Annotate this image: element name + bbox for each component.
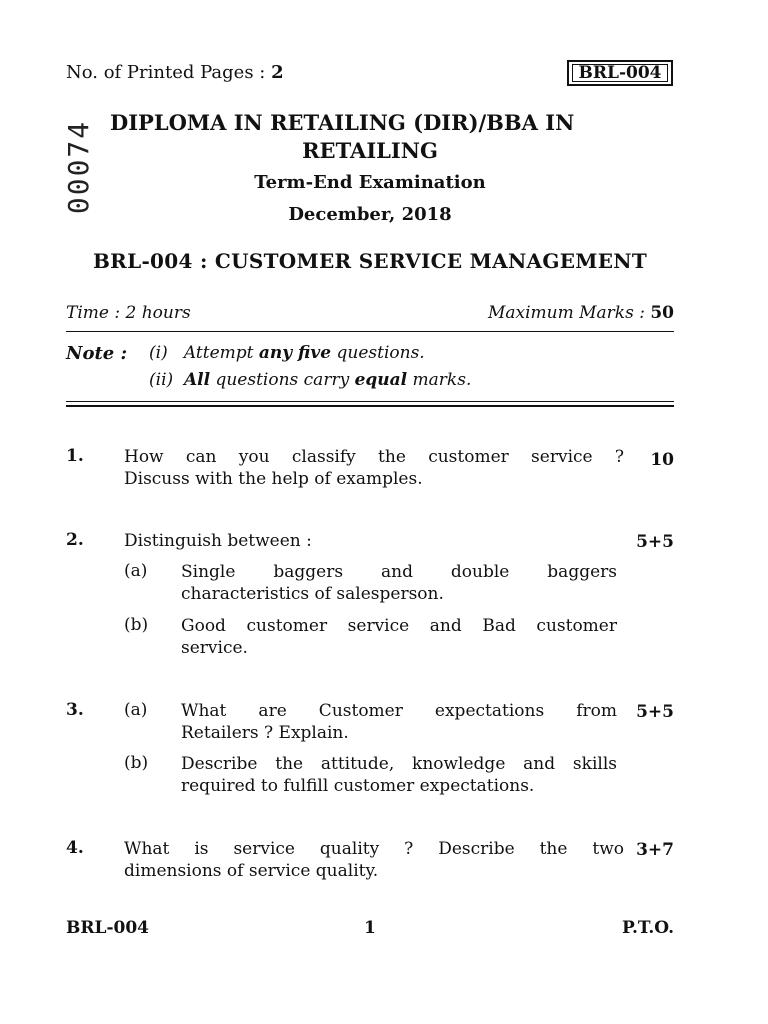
part-line: What are Customer expectations from xyxy=(181,701,617,721)
note-item-1 xyxy=(149,343,425,363)
note-item-2 xyxy=(149,370,471,390)
marks-value: 50 xyxy=(650,303,674,323)
part-label: (a) xyxy=(124,700,148,720)
question-text: Distinguish between : xyxy=(124,531,312,551)
time-label: Time : xyxy=(66,303,126,323)
part-text xyxy=(181,561,617,605)
part-line: required to fulfill customer expectations. xyxy=(181,776,535,796)
note-emphasis: equal xyxy=(354,370,408,390)
part-text xyxy=(181,753,617,797)
part-line: Describe the attitude, knowledge and skills xyxy=(181,754,617,774)
question-number: 4. xyxy=(66,838,84,858)
note-label: Note : xyxy=(66,343,128,364)
question-marks: 10 xyxy=(650,450,674,470)
part-line: Good customer service and Bad customer xyxy=(181,616,617,636)
time-value: 2 hours xyxy=(125,303,191,323)
title-line-2: RETAILING xyxy=(302,138,438,163)
part-line: Retailers ? Explain. xyxy=(181,723,349,743)
divider xyxy=(66,331,674,332)
note-num: (i) xyxy=(149,343,168,363)
question-number: 2. xyxy=(66,530,84,550)
footer-paper-code: BRL-004 xyxy=(66,918,149,938)
page-number: 1 xyxy=(364,918,376,938)
note-text: questions carry xyxy=(210,370,355,390)
divider xyxy=(66,401,674,402)
exam-date: December, 2018 xyxy=(288,204,452,225)
question-marks: 5+5 xyxy=(636,532,674,552)
question-line: How can you classify the customer service ? xyxy=(124,447,624,467)
divider-thick xyxy=(66,405,674,407)
question-marks: 3+7 xyxy=(636,840,674,860)
course-title: BRL-004 : CUSTOMER SERVICE MANAGEMENT xyxy=(92,249,648,273)
printed-pages-label: No. of Printed Pages : xyxy=(66,62,272,83)
marks-label: Maximum Marks : xyxy=(487,303,651,323)
question-line: What is service quality ? Describe the two xyxy=(124,839,624,859)
serial-number: 00074 xyxy=(61,119,95,215)
part-label: (a) xyxy=(124,561,148,581)
maximum-marks xyxy=(488,303,674,323)
part-line: characteristics of salesperson. xyxy=(181,584,444,604)
part-line: service. xyxy=(181,638,248,658)
part-line: Single baggers and double baggers xyxy=(181,562,617,582)
part-text xyxy=(181,700,617,744)
part-label: (b) xyxy=(124,753,149,773)
note-num: (ii) xyxy=(149,370,174,390)
note-emphasis: All xyxy=(183,370,211,390)
question-marks: 5+5 xyxy=(636,702,674,722)
question-number: 1. xyxy=(66,446,84,466)
please-turn-over: P.T.O. xyxy=(622,918,674,938)
question-line: dimensions of service quality. xyxy=(124,861,379,881)
question-text xyxy=(124,838,624,882)
question-number: 3. xyxy=(66,700,84,720)
part-label: (b) xyxy=(124,615,149,635)
title-line-1: DIPLOMA IN RETAILING (DIR)/BBA IN xyxy=(110,110,575,135)
note-text: questions. xyxy=(331,343,425,363)
note-text: marks. xyxy=(407,370,472,390)
printed-pages xyxy=(66,62,284,83)
printed-pages-value: 2 xyxy=(271,62,284,83)
time-allowed xyxy=(66,303,191,323)
question-line: Discuss with the help of examples. xyxy=(124,469,423,489)
paper-code-box: BRL-004 xyxy=(567,60,673,86)
part-text xyxy=(181,615,617,659)
question-text xyxy=(124,446,624,490)
exam-name: Term-End Examination xyxy=(254,172,486,193)
note-text: Attempt xyxy=(183,343,259,363)
note-emphasis: any five xyxy=(258,343,332,363)
